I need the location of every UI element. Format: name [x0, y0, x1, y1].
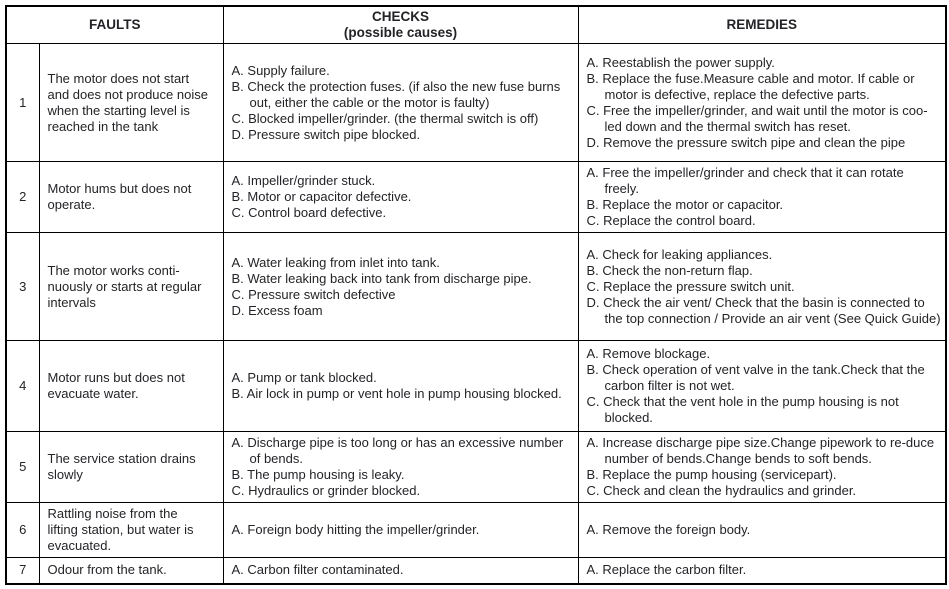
checks-cell — [223, 503, 578, 558]
check-item: D. Excess foam — [231, 302, 323, 318]
remedy-item: B. Replace the pump housing (servicepart). — [586, 467, 837, 482]
check-item: B. Water leaking back into tank from discharge pipe. — [231, 270, 532, 286]
checks-cell — [223, 432, 578, 503]
remedies-cell — [578, 432, 946, 503]
column-header-faults: FAULTS — [6, 6, 223, 44]
remedies-cell — [578, 558, 946, 584]
remedy-item: C. Replace the pressure switch unit. — [586, 278, 795, 294]
remedy-item: A. Free the impeller/grinder and check that it can rotate freely. — [586, 165, 904, 196]
remedies-cell — [578, 162, 946, 233]
table-row — [6, 558, 946, 584]
fault-description: Motor hums but does not operate. — [39, 162, 223, 233]
table-row — [6, 233, 946, 341]
fault-number: 5 — [6, 432, 39, 503]
table-row — [6, 432, 946, 503]
column-header-checks-subtitle: (possible causes) — [343, 25, 458, 40]
checks-cell — [223, 558, 578, 584]
remedy-item: C. Replace the control board. — [586, 213, 756, 228]
fault-number: 1 — [6, 44, 39, 162]
remedy-item: B. Check operation of vent valve in the tank.Check that the carbon filter is not wet. — [586, 362, 925, 393]
fault-number: 6 — [6, 503, 39, 558]
check-item: A. Foreign body hitting the impeller/grinder. — [231, 522, 480, 537]
checks-cell — [223, 44, 578, 162]
remedies-cell — [578, 233, 946, 341]
remedy-item: A. Check for leaking appliances. — [586, 246, 773, 262]
column-header-checks — [223, 6, 578, 44]
remedy-item: C. Free the impeller/grinder, and wait until the motor is coo-led down and the thermal switch has reset. — [586, 102, 928, 134]
table-row — [6, 503, 946, 558]
remedy-item: B. Replace the fuse.Measure cable and motor. If cable or motor is defective, replace the defective parts. — [586, 70, 915, 102]
fault-number: 7 — [6, 558, 39, 584]
remedy-item: B. Replace the motor or capacitor. — [586, 197, 784, 212]
check-item: A. Impeller/grinder stuck. — [231, 173, 376, 188]
fault-description: Rattling noise from the lifting station, but water is evacuated. — [39, 503, 223, 558]
check-item: C. Control board defective. — [231, 205, 387, 220]
check-item: B. Air lock in pump or vent hole in pump housing blocked. — [231, 386, 562, 401]
check-item: A. Carbon filter contaminated. — [231, 562, 404, 578]
fault-description: The motor works conti-nuously or starts at regular intervals — [39, 233, 223, 341]
remedy-item: A. Remove the foreign body. — [586, 522, 751, 537]
remedy-item: C. Check that the vent hole in the pump housing is not blocked. — [586, 394, 899, 425]
remedy-item: A. Increase discharge pipe size.Change pipework to re-duce number of bends.Change bends to soft bends. — [586, 435, 935, 466]
fault-number: 3 — [6, 233, 39, 341]
fault-description: Motor runs but does not evacuate water. — [39, 341, 223, 432]
remedy-item: C. Check and clean the hydraulics and grinder. — [586, 483, 857, 498]
remedy-item: A. Reestablish the power supply. — [586, 54, 775, 70]
fault-number: 4 — [6, 341, 39, 432]
check-item: C. Pressure switch defective — [231, 286, 396, 302]
fault-description: Odour from the tank. — [39, 558, 223, 584]
remedies-cell — [578, 341, 946, 432]
table-row — [6, 341, 946, 432]
check-item: B. Motor or capacitor defective. — [231, 189, 412, 204]
checks-cell — [223, 233, 578, 341]
remedy-item: A. Remove blockage. — [586, 346, 711, 361]
remedy-item: D. Check the air vent/ Check that the basin is connected to the top connection / Provide an air vent (See Quick Guide) — [586, 294, 941, 326]
check-item: C. Hydraulics or grinder blocked. — [231, 483, 421, 498]
check-item: C. Blocked impeller/grinder. (the thermal switch is off) — [231, 110, 539, 126]
check-item: A. Water leaking from inlet into tank. — [231, 254, 440, 270]
check-item: A. Pump or tank blocked. — [231, 370, 377, 385]
fault-description: The service station drains slowly — [39, 432, 223, 503]
remedy-item: A. Replace the carbon filter. — [586, 562, 747, 578]
remedies-cell — [578, 44, 946, 162]
remedies-cell — [578, 503, 946, 558]
header-row — [6, 6, 946, 44]
check-item: B. Check the protection fuses. (if also the new fuse burns out, either the cable or the motor is faulty) — [231, 78, 561, 110]
table-body — [6, 44, 946, 584]
check-item: A. Supply failure. — [231, 62, 330, 78]
checks-cell — [223, 341, 578, 432]
remedy-item: B. Check the non-return flap. — [586, 262, 753, 278]
check-item: A. Discharge pipe is too long or has an excessive number of bends. — [231, 435, 564, 466]
table-row — [6, 162, 946, 233]
table-row — [6, 44, 946, 162]
remedy-item: D. Remove the pressure switch pipe and clean the pipe — [586, 134, 906, 150]
checks-cell — [223, 162, 578, 233]
fault-troubleshooting-table — [5, 5, 947, 585]
fault-number: 2 — [6, 162, 39, 233]
fault-description: The motor does not start and does not produce noise when the starting level is reached in the tank — [39, 44, 223, 162]
check-item: D. Pressure switch pipe blocked. — [231, 126, 421, 142]
check-item: B. The pump housing is leaky. — [231, 467, 405, 482]
column-header-checks-title: CHECKS — [371, 9, 429, 24]
column-header-remedies: REMEDIES — [578, 6, 946, 44]
